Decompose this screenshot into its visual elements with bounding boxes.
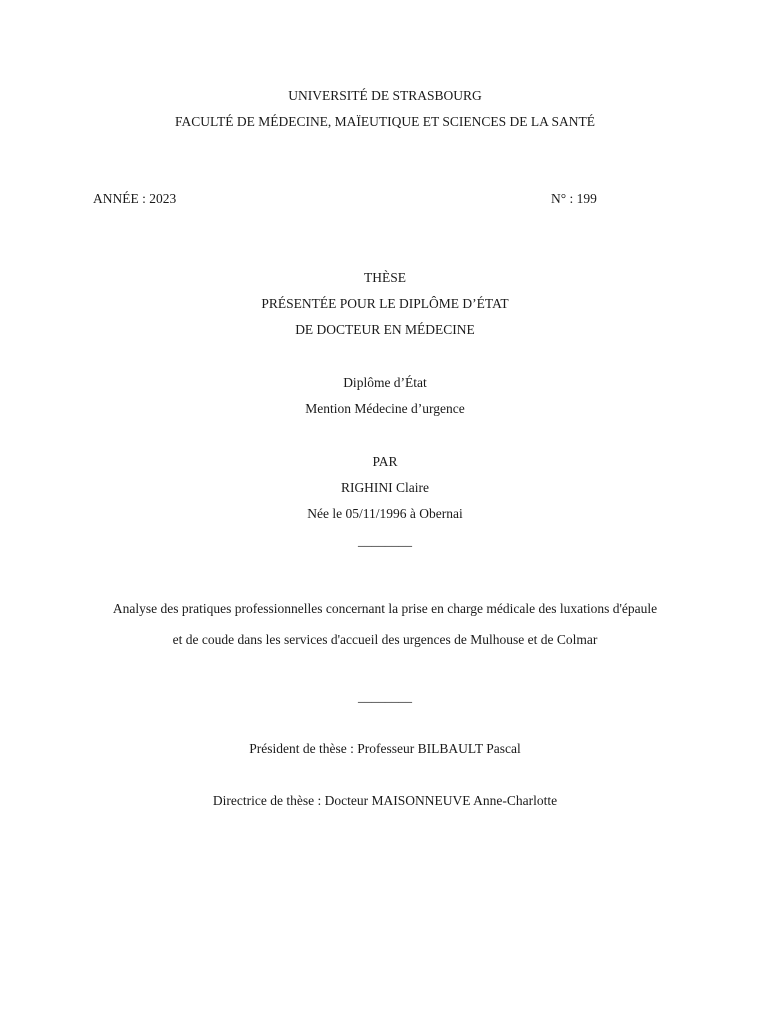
thesis-title-line3: DE DOCTEUR EN MÉDECINE <box>295 322 475 337</box>
subject-line1: Analyse des pratiques professionnelles concernant la prise en charge médicale des luxations d'épaule <box>112 601 658 616</box>
jury-president: Président de thèse : Professeur BILBAULT Pascal <box>249 741 521 756</box>
separator-line: ________ <box>358 689 412 704</box>
diploma-label: Diplôme d’État <box>343 375 427 390</box>
author-birth: Née le 05/11/1996 à Obernai <box>307 506 463 521</box>
thesis-title-line2: PRÉSENTÉE POUR LE DIPLÔME D’ÉTAT <box>261 296 509 311</box>
subject-line2: et de coude dans les services d'accueil des urgences de Mulhouse et de Colmar <box>172 632 598 647</box>
year-label: ANNÉE : 2023 <box>93 191 177 206</box>
university-name: UNIVERSITÉ DE STRASBOURG <box>288 88 482 103</box>
author-name: RIGHINI Claire <box>340 480 430 495</box>
thesis-title: THÈSE <box>364 270 406 285</box>
thesis-number: N° : 199 <box>551 191 597 206</box>
by-label: PAR <box>372 454 398 469</box>
separator-line: ________ <box>358 533 412 548</box>
faculty-name: FACULTÉ DE MÉDECINE, MAÏEUTIQUE ET SCIENCES DE LA SANTÉ <box>174 114 596 129</box>
mention-label: Mention Médecine d’urgence <box>305 401 465 416</box>
jury-director: Directrice de thèse : Docteur MAISONNEUVE Anne-Charlotte <box>212 793 558 808</box>
